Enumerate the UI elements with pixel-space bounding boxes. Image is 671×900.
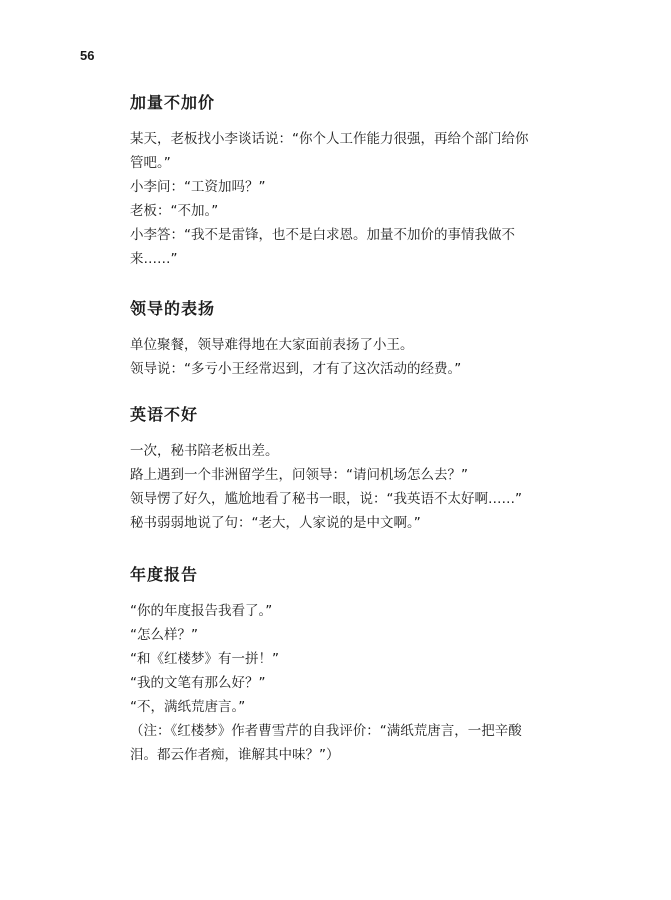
- paragraph: 秘书弱弱地说了句：“老大，人家说的是中文啊。”: [130, 515, 421, 531]
- section-title: 英语不好: [130, 405, 199, 424]
- paragraph: 管吧。”: [130, 155, 171, 171]
- paragraph: 老板：“不加。”: [130, 203, 219, 219]
- paragraph: 单位聚餐，领导难得地在大家面前表扬了小王。: [130, 337, 414, 353]
- section-yingyu-buhao: [130, 405, 565, 535]
- section-niandu-baogao: [130, 565, 565, 767]
- paragraph: 路上遇到一个非洲留学生，问领导：“请问机场怎么去？”: [130, 467, 468, 483]
- paragraph: “你的年度报告我看了。”: [130, 603, 273, 619]
- page-number: 56: [80, 48, 95, 63]
- section-lingdao-biaoyang: [130, 299, 565, 381]
- paragraph: 小李问：“工资加吗？”: [130, 179, 266, 195]
- paragraph: 领导愣了好久，尴尬地看了秘书一眼，说：“我英语不太好啊……”: [130, 491, 522, 507]
- section-title: 领导的表扬: [130, 299, 216, 318]
- paragraph: 某天，老板找小李谈话说：“你个人工作能力很强，再给个部门给你: [130, 131, 529, 147]
- section-title: 加量不加价: [130, 93, 216, 112]
- paragraph: “和《红楼梦》有一拼！”: [130, 651, 279, 667]
- paragraph: 一次，秘书陪老板出差。: [130, 443, 279, 459]
- paragraph: 小李答：“我不是雷锋，也不是白求恩。加量不加价的事情我做不: [130, 227, 515, 243]
- paragraph: “我的文笔有那么好？”: [130, 675, 266, 691]
- section-title: 年度报告: [130, 565, 199, 584]
- paragraph: 泪。都云作者痴，谁解其中味？”）: [130, 747, 340, 763]
- section-jialiang-bujiajia: [130, 93, 565, 271]
- paragraph: “不，满纸荒唐言。”: [130, 699, 246, 715]
- paragraph: （注：《红楼梦》作者曹雪芹的自我评价：“满纸荒唐言，一把辛酸: [130, 723, 522, 739]
- paragraph: 来……”: [130, 251, 178, 267]
- paragraph: “怎么样？”: [130, 627, 198, 643]
- paragraph: 领导说：“多亏小王经常迟到，才有了这次活动的经费。”: [130, 361, 462, 377]
